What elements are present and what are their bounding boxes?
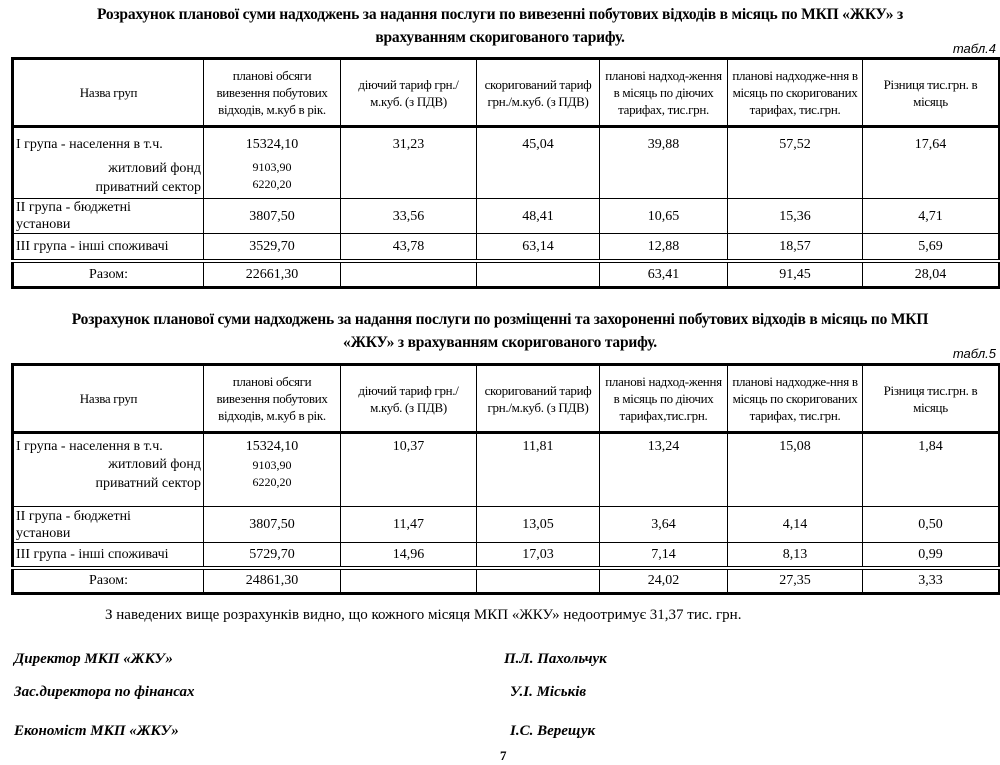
cell: 39,88	[600, 127, 728, 199]
cell: 63,14	[477, 234, 600, 261]
header-row	[13, 59, 1000, 127]
cell: 12,88	[600, 234, 728, 261]
cell: 63,41	[600, 261, 728, 288]
signature-role: Зас.директора по фінансах	[14, 684, 195, 700]
table4-title	[0, 3, 1000, 49]
cell: 43,78	[341, 234, 477, 261]
col-header: Назва груп	[13, 365, 204, 433]
group-name: установи	[16, 525, 71, 541]
group-name: ІІ група - бюджетні	[16, 508, 131, 524]
col-header: планові надход-ження в місяць по діючих тарифах,тис.грн.	[600, 365, 728, 433]
cell: 8,13	[728, 543, 863, 568]
group-name-cell	[13, 507, 204, 543]
table-row	[13, 127, 1000, 199]
group-name-cell	[13, 127, 204, 199]
volume-value: 15324,10	[245, 137, 299, 152]
signature-name: І.С. Верещук	[510, 723, 596, 739]
col-header: планові надходже-ння в місяць по скоригованих тарифах, тис.грн.	[728, 365, 863, 433]
table5-label: табл.5	[952, 346, 996, 361]
volume-cell: 24861,30	[204, 568, 341, 594]
total-label: Разом:	[13, 261, 204, 288]
cell: 4,71	[863, 199, 1000, 234]
cell: 33,56	[341, 199, 477, 234]
volume-cell: 3807,50	[204, 507, 341, 543]
subvolume-value: 9103,90	[252, 160, 292, 174]
signature-name: П.Л. Пахольчук	[504, 651, 607, 667]
table-row	[13, 543, 1000, 568]
title-line: врахуванням скоригованого тарифу.	[375, 29, 625, 46]
cell: 11,47	[341, 507, 477, 543]
cell: 0,50	[863, 507, 1000, 543]
conclusion-text: З наведених вище розрахунків видно, що кожного місяця МКП «ЖКУ» недоотримує 31,37 тис. грн.	[105, 607, 742, 623]
cell: 17,64	[863, 127, 1000, 199]
group-name: установи	[16, 217, 71, 232]
cell: 7,14	[600, 543, 728, 568]
cell: 5,69	[863, 234, 1000, 261]
volume-value: 15324,10	[245, 439, 299, 454]
cell: 13,24	[600, 433, 728, 507]
signature-role: Директор МКП «ЖКУ»	[14, 651, 173, 667]
group-name: І група - населення в т.ч.	[16, 439, 163, 454]
col-header: Різниця тис.грн. в місяць	[863, 59, 1000, 127]
cell: 10,65	[600, 199, 728, 234]
volume-cell: 3529,70	[204, 234, 341, 261]
volume-cell	[204, 433, 341, 507]
group-name: ІІ група - бюджетні	[16, 200, 131, 215]
cell: 1,84	[863, 433, 1000, 507]
cell	[341, 568, 477, 594]
cell: 31,23	[341, 127, 477, 199]
group-name-cell: ІІІ група - інші споживачі	[13, 543, 204, 568]
group-name-cell	[13, 199, 204, 234]
volume-cell: 5729,70	[204, 543, 341, 568]
volume-cell	[204, 127, 341, 199]
signature-name: У.І. Міськів	[510, 684, 587, 700]
title-line: «ЖКУ» з врахуванням скоригованого тарифу.	[343, 334, 657, 351]
group-name: І група - населення в т.ч.	[16, 137, 163, 152]
col-header: Назва груп	[13, 59, 204, 127]
cell: 17,03	[477, 543, 600, 568]
cell: 57,52	[728, 127, 863, 199]
col-header: діючий тариф грн./м.куб. (з ПДВ)	[341, 365, 477, 433]
total-row	[13, 568, 1000, 594]
cell: 27,35	[728, 568, 863, 594]
cell: 11,81	[477, 433, 600, 507]
table4-label: табл.4	[952, 41, 996, 56]
table4	[11, 57, 1000, 289]
volume-cell: 22661,30	[204, 261, 341, 288]
subvolume-value: 9103,90	[252, 458, 292, 472]
table-row	[13, 433, 1000, 507]
cell: 28,04	[863, 261, 1000, 288]
subgroup-name: житловий фонд	[108, 457, 201, 472]
subvolume-value: 6220,20	[252, 177, 292, 191]
signature-role: Економіст МКП «ЖКУ»	[14, 723, 179, 739]
col-header: скоригований тариф грн./м.куб. (з ПДВ)	[477, 59, 600, 127]
col-header: планові надходже-ння в місяць по скоригованих тарифах, тис.грн.	[728, 59, 863, 127]
table-row	[13, 234, 1000, 261]
cell: 14,96	[341, 543, 477, 568]
title-line: Розрахунок планової суми надходжень за надання послуги по розміщенні та захороненні побутових відходів в місяць по МКП	[71, 311, 929, 328]
table-row	[13, 199, 1000, 234]
title-line: Розрахунок планової суми надходжень за надання послуги по вивезенні побутових відходів в місяць по МКП «ЖКУ» з	[96, 6, 904, 23]
subgroup-name: приватний сектор	[95, 180, 201, 195]
cell: 15,08	[728, 433, 863, 507]
subvolume-value: 6220,20	[252, 475, 292, 489]
cell: 45,04	[477, 127, 600, 199]
cell: 13,05	[477, 507, 600, 543]
cell: 4,14	[728, 507, 863, 543]
cell	[477, 261, 600, 288]
total-label: Разом:	[13, 568, 204, 594]
group-name-cell	[13, 433, 204, 507]
total-row	[13, 261, 1000, 288]
col-header: планові надход-ження в місяць по діючих тарифах, тис.грн.	[600, 59, 728, 127]
subgroup-name: приватний сектор	[95, 476, 201, 491]
cell	[341, 261, 477, 288]
subgroup-name: житловий фонд	[108, 161, 201, 176]
cell	[477, 568, 600, 594]
col-header: планові обсяги вивезення побутових відходів, м.куб в рік.	[204, 59, 341, 127]
col-header: планові обсяги вивезення побутових відходів, м.куб в рік.	[204, 365, 341, 433]
cell: 3,33	[863, 568, 1000, 594]
table5-title	[0, 308, 1000, 354]
volume-cell: 3807,50	[204, 199, 341, 234]
cell: 0,99	[863, 543, 1000, 568]
group-name-cell: ІІІ група - інші споживачі	[13, 234, 204, 261]
col-header: діючий тариф грн./м.куб. (з ПДВ)	[341, 59, 477, 127]
col-header: скоригований тариф грн./м.куб. (з ПДВ)	[477, 365, 600, 433]
cell: 48,41	[477, 199, 600, 234]
table5	[11, 363, 1000, 595]
table-row	[13, 507, 1000, 543]
page-number: 7	[500, 748, 507, 763]
cell: 10,37	[341, 433, 477, 507]
cell: 3,64	[600, 507, 728, 543]
cell: 91,45	[728, 261, 863, 288]
cell: 18,57	[728, 234, 863, 261]
cell: 24,02	[600, 568, 728, 594]
col-header: Різниця тис.грн. в місяць	[863, 365, 1000, 433]
cell: 15,36	[728, 199, 863, 234]
header-row	[13, 365, 1000, 433]
